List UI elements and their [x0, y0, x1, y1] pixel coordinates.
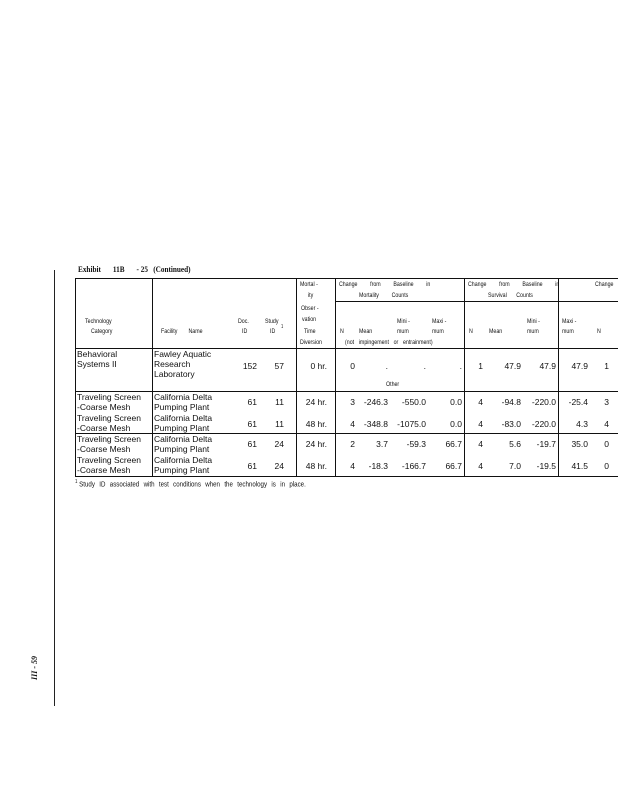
row-mort-mean: -246.3	[363, 397, 388, 407]
row-study-id: 11	[275, 419, 284, 429]
row-mort-min: -1075.0	[397, 419, 426, 429]
header-survival-counts: Survival Counts	[488, 292, 533, 299]
row-surv-max: 41.5	[571, 461, 588, 471]
exhibit-continued: (Continued)	[153, 264, 191, 274]
header-surv-min-1: Mini -	[527, 318, 540, 325]
row-mort-max: 0.0	[450, 397, 462, 407]
header-mortality-obs-4: vation	[302, 316, 317, 323]
header-mort-max-2: mum	[432, 328, 444, 335]
row-facility: California Delta Pumping Plant	[154, 434, 213, 454]
row-surv-min: -19.7	[536, 439, 556, 449]
row-surv-max: -25.4	[568, 397, 588, 407]
exhibit-number: 11B	[112, 264, 125, 274]
row-surv-mean: 5.6	[509, 439, 521, 449]
row-surv-min: 47.9	[539, 361, 556, 371]
row-facility: California Delta Pumping Plant	[154, 392, 213, 412]
header-technology-category-1: Technology	[85, 318, 112, 325]
footnote-text: Study ID associated with test conditions when the technology is in place.	[79, 481, 306, 489]
header-mort-n: N	[340, 328, 344, 335]
header-mort-mean: Mean	[359, 328, 373, 335]
header-mortality-obs-5: Time	[304, 328, 316, 335]
row-surv-max: 4.3	[576, 419, 588, 429]
row-surv-min: -220.0	[531, 419, 556, 429]
row-surv-max: 35.0	[571, 439, 588, 449]
row-study-id: 24	[274, 461, 284, 471]
row-technology: Behavioral Systems II	[77, 349, 118, 369]
header-mort-max-1: Maxi -	[432, 318, 447, 325]
row-surv-n: 4	[478, 461, 483, 471]
row-doc-id: 152	[242, 361, 257, 371]
row-facility: Fawley Aquatic Research Laboratory	[154, 349, 212, 379]
row-surv-mean: 47.9	[504, 361, 521, 371]
row-mort-min: .	[423, 361, 426, 371]
row-study-id: 11	[275, 397, 284, 407]
margin-rule	[54, 270, 55, 706]
row-mort-mean: -348.8	[363, 419, 388, 429]
header-surv-max-1: Maxi -	[562, 318, 577, 325]
row-doc-id: 61	[247, 461, 257, 471]
row-surv-mean: 7.0	[509, 461, 521, 471]
header-mortality-obs-1: Mortal -	[300, 281, 318, 288]
row-obs-time: 24 hr.	[305, 439, 327, 449]
row-mort-max: 66.7	[445, 461, 462, 471]
row-mort-n: 3	[350, 397, 355, 407]
header-surv-n: N	[469, 328, 473, 335]
row-technology: Traveling Screen -Coarse Mesh	[77, 434, 141, 454]
row-last-n: 0	[604, 461, 609, 471]
row-doc-id: 61	[247, 397, 257, 407]
row-mort-n: 0	[350, 361, 355, 371]
row-mort-max: 66.7	[445, 439, 462, 449]
header-survival-group: Change from Baseline in	[468, 281, 560, 288]
exhibit-suffix: - 25	[136, 264, 149, 274]
header-facility-name: Facility Name	[161, 328, 203, 335]
row-surv-n: 4	[478, 439, 483, 449]
row-doc-id: 61	[247, 419, 257, 429]
row-surv-min: -19.5	[536, 461, 556, 471]
row-facility: California Delta Pumping Plant	[154, 455, 213, 475]
row-obs-time: 0 hr.	[310, 361, 327, 371]
row-obs-time: 48 hr.	[305, 461, 327, 471]
header-study-id-2: ID	[270, 328, 276, 335]
header-mortality-counts: Mortality Counts	[359, 292, 409, 299]
header-technology-category-2: Category	[91, 328, 113, 335]
row-mort-n: 4	[350, 419, 355, 429]
row-mort-min: -59.3	[406, 439, 426, 449]
header-surv-mean: Mean	[489, 328, 503, 335]
footnote	[75, 479, 306, 488]
header-last-group: Change	[595, 281, 614, 288]
row-surv-mean: -94.8	[501, 397, 521, 407]
row-surv-max: 47.9	[571, 361, 588, 371]
row-surv-mean: -83.0	[501, 419, 521, 429]
row-mort-mean: -18.3	[368, 461, 388, 471]
header-study-id-marker: 1	[281, 324, 284, 330]
other-label: Other	[386, 381, 400, 388]
header-mort-min-1: Mini -	[397, 318, 410, 325]
row-surv-n: 4	[478, 397, 483, 407]
exhibit-label: Exhibit	[78, 264, 101, 274]
row-last-n: 1	[604, 361, 609, 371]
row-last-n: 4	[604, 419, 609, 429]
row-technology: Traveling Screen -Coarse Mesh	[77, 455, 141, 475]
row-mort-n: 2	[350, 439, 355, 449]
row-mort-max: 0.0	[450, 419, 462, 429]
row-last-n: 0	[604, 439, 609, 449]
row-study-id: 24	[274, 439, 284, 449]
header-mortality-group: Change from Baseline in	[339, 281, 431, 288]
row-mort-mean: 3.7	[376, 439, 388, 449]
row-surv-n: 1	[478, 361, 483, 371]
header-diversion: Diversion	[300, 339, 322, 346]
exhibit-title	[78, 264, 201, 274]
row-surv-n: 4	[478, 419, 483, 429]
row-technology: Traveling Screen -Coarse Mesh	[77, 413, 141, 433]
header-study-id-1: Study	[265, 318, 279, 325]
row-mort-min: -166.7	[401, 461, 426, 471]
header-surv-min-2: mum	[527, 328, 539, 335]
footnote-marker: 1	[75, 479, 78, 485]
header-diversion-note: (not impingement or entrainment)	[345, 339, 433, 346]
row-mort-max: .	[459, 361, 462, 371]
header-mortality-obs-2: ity	[308, 292, 314, 299]
row-mort-mean: .	[385, 361, 388, 371]
row-last-n: 3	[604, 397, 609, 407]
header-last-n: N	[597, 328, 601, 335]
header-doc-id-2: ID	[242, 328, 248, 335]
header-surv-max-2: mum	[562, 328, 574, 335]
row-surv-min: -220.0	[531, 397, 556, 407]
row-study-id: 57	[274, 361, 284, 371]
row-obs-time: 48 hr.	[305, 419, 327, 429]
header-doc-id-1: Doc.	[238, 318, 249, 325]
row-obs-time: 24 hr.	[305, 397, 327, 407]
row-facility: California Delta Pumping Plant	[154, 413, 213, 433]
data-table	[75, 278, 618, 477]
header-mort-min-2: mum	[397, 328, 409, 335]
row-mort-n: 4	[350, 461, 355, 471]
row-technology: Traveling Screen -Coarse Mesh	[77, 392, 141, 412]
page-number: III - 59	[30, 655, 39, 680]
header-mortality-obs-3: Obser -	[301, 305, 319, 312]
row-mort-min: -550.0	[401, 397, 426, 407]
row-doc-id: 61	[247, 439, 257, 449]
